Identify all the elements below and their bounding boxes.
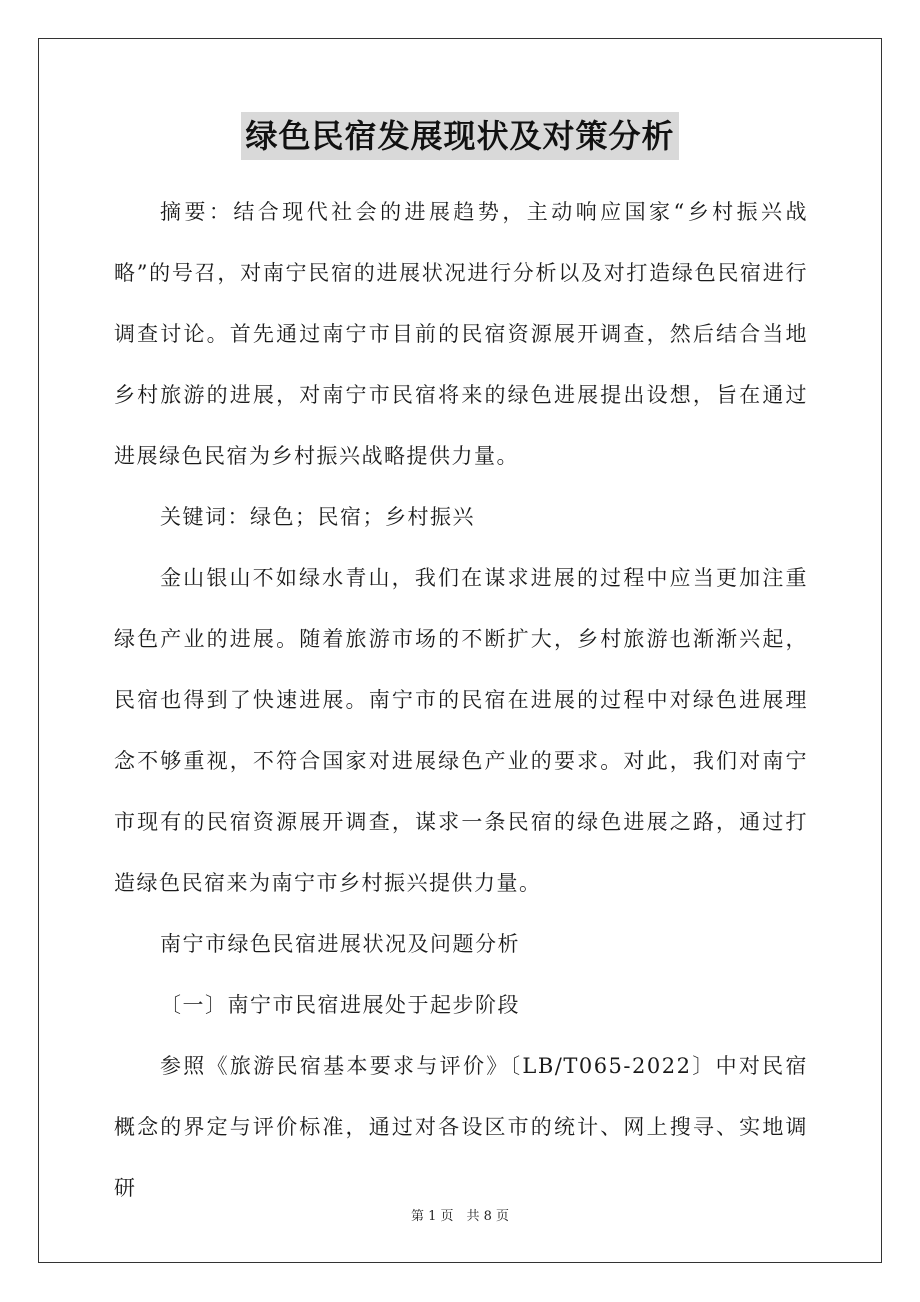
document-body (114, 182, 808, 1219)
abstract-paragraph: 摘要：结合现代社会的进展趋势，主动响应国家“乡村振兴战略”的号召，对南宁民宿的进展状况进行分析以及对打造绿色民宿进行调查讨论。首先通过南宁市目前的民宿资源展开调查，然后结合当地乡村旅游的进展，对南宁市民宿将来的绿色进展提出设想，旨在通过进展绿色民宿为乡村振兴战略提供力量。 (114, 200, 808, 468)
body-paragraph: 参照《旅游民宿基本要求与评价》〔LB/T065-2022〕中对民宿概念的界定与评价标准，通过对各设区市的统计、网上搜寻、实地调研 (114, 1054, 808, 1200)
title-container (0, 112, 920, 160)
page-footer: 第 1 页 共 8 页 (410, 1209, 510, 1224)
intro-paragraph: 金山银山不如绿水青山，我们在谋求进展的过程中应当更加注重绿色产业的进展。随着旅游市场的不断扩大，乡村旅游也渐渐兴起，民宿也得到了快速进展。南宁市的民宿在进展的过程中对绿色进展理念不够重视，不符合国家对进展绿色产业的要求。对此，我们对南宁市现有的民宿资源展开调查，谋求一条民宿的绿色进展之路，通过打造绿色民宿来为南宁市乡村振兴提供力量。 (114, 566, 808, 895)
keywords-paragraph: 关键词：绿色；民宿；乡村振兴 (160, 505, 475, 529)
page-title: 绿色民宿发展现状及对策分析 (241, 112, 678, 160)
section-heading: 南宁市绿色民宿进展状况及问题分析 (160, 932, 520, 956)
subsection-heading: 〔一〕南宁市民宿进展处于起步阶段 (160, 993, 520, 1017)
